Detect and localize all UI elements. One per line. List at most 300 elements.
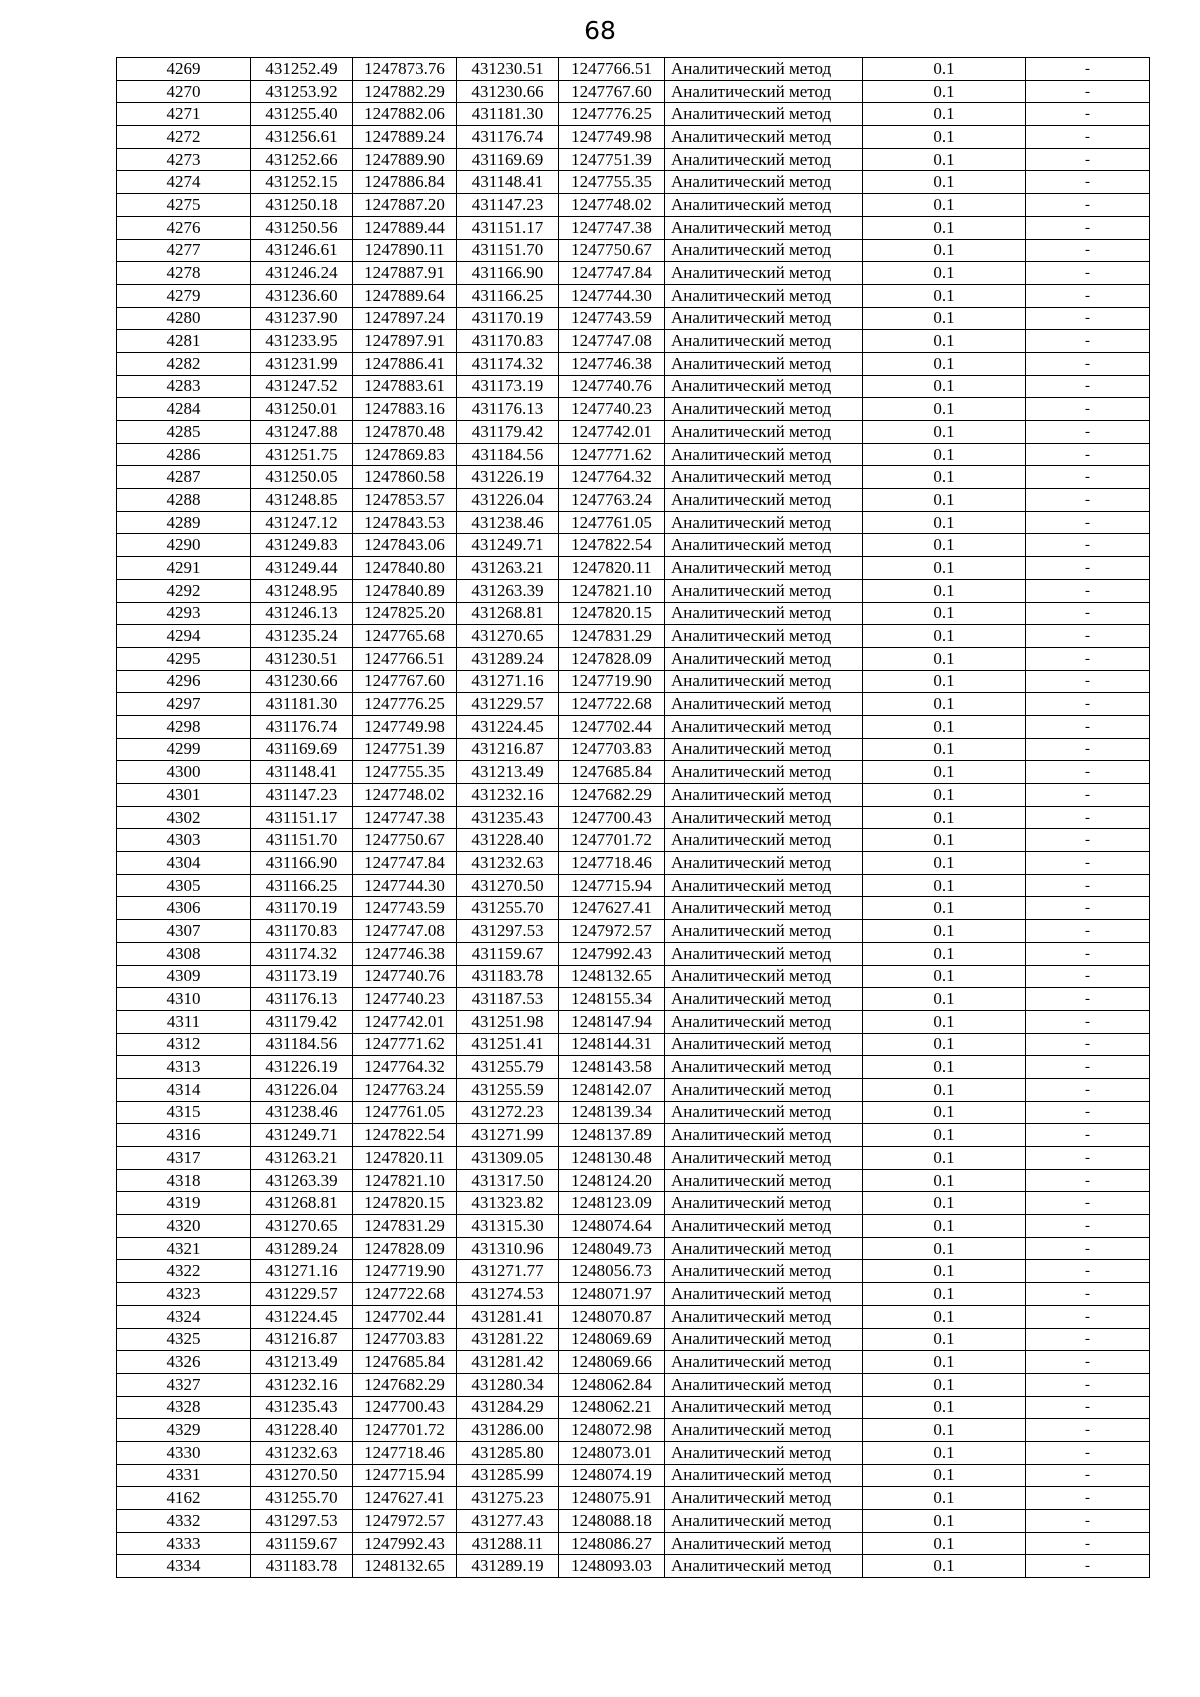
accuracy-value: 0.1 <box>863 1147 1026 1170</box>
y1-value: 1247748.02 <box>353 784 457 807</box>
y2-value: 1248142.07 <box>559 1078 665 1101</box>
note-cell: - <box>1026 1441 1150 1464</box>
method-cell: Аналитический метод <box>665 1419 863 1442</box>
x2-value: 431270.50 <box>457 874 559 897</box>
note-cell: - <box>1026 579 1150 602</box>
accuracy-value: 0.1 <box>863 670 1026 693</box>
y2-value: 1248075.91 <box>559 1487 665 1510</box>
note-cell: - <box>1026 1101 1150 1124</box>
x1-value: 431250.01 <box>251 398 353 421</box>
accuracy-value: 0.1 <box>863 307 1026 330</box>
x2-value: 431297.53 <box>457 920 559 943</box>
x1-value: 431249.44 <box>251 557 353 580</box>
accuracy-value: 0.1 <box>863 1328 1026 1351</box>
y2-value: 1247682.29 <box>559 784 665 807</box>
note-cell: - <box>1026 398 1150 421</box>
y2-value: 1247719.90 <box>559 670 665 693</box>
point-number: 4290 <box>117 534 251 557</box>
y2-value: 1247821.10 <box>559 579 665 602</box>
accuracy-value: 0.1 <box>863 715 1026 738</box>
x2-value: 431176.74 <box>457 126 559 149</box>
x1-value: 431159.67 <box>251 1532 353 1555</box>
table-row <box>117 715 1150 738</box>
y2-value: 1247742.01 <box>559 421 665 444</box>
method-cell: Аналитический метод <box>665 262 863 285</box>
x2-value: 431230.51 <box>457 58 559 81</box>
x1-value: 431263.21 <box>251 1147 353 1170</box>
y2-value: 1248070.87 <box>559 1305 665 1328</box>
accuracy-value: 0.1 <box>863 375 1026 398</box>
note-cell: - <box>1026 1487 1150 1510</box>
point-number: 4329 <box>117 1419 251 1442</box>
x2-value: 431179.42 <box>457 421 559 444</box>
x1-value: 431228.40 <box>251 1419 353 1442</box>
y1-value: 1247747.08 <box>353 920 457 943</box>
x2-value: 431272.23 <box>457 1101 559 1124</box>
note-cell: - <box>1026 647 1150 670</box>
x1-value: 431252.66 <box>251 148 353 171</box>
point-number: 4331 <box>117 1464 251 1487</box>
note-cell: - <box>1026 1510 1150 1533</box>
y2-value: 1247820.15 <box>559 602 665 625</box>
note-cell: - <box>1026 1419 1150 1442</box>
y2-value: 1248062.21 <box>559 1396 665 1419</box>
x1-value: 431236.60 <box>251 284 353 307</box>
point-number: 4296 <box>117 670 251 693</box>
method-cell: Аналитический метод <box>665 103 863 126</box>
x2-value: 431213.49 <box>457 761 559 784</box>
accuracy-value: 0.1 <box>863 557 1026 580</box>
x2-value: 431255.59 <box>457 1078 559 1101</box>
table-row <box>117 352 1150 375</box>
table-row <box>117 738 1150 761</box>
method-cell: Аналитический метод <box>665 1056 863 1079</box>
point-number: 4282 <box>117 352 251 375</box>
table-row <box>117 148 1150 171</box>
x2-value: 431268.81 <box>457 602 559 625</box>
y1-value: 1247751.39 <box>353 738 457 761</box>
y1-value: 1247890.11 <box>353 239 457 262</box>
point-number: 4319 <box>117 1192 251 1215</box>
accuracy-value: 0.1 <box>863 1192 1026 1215</box>
note-cell: - <box>1026 330 1150 353</box>
point-number: 4333 <box>117 1532 251 1555</box>
table-row <box>117 1305 1150 1328</box>
accuracy-value: 0.1 <box>863 784 1026 807</box>
y2-value: 1248123.09 <box>559 1192 665 1215</box>
x2-value: 431255.79 <box>457 1056 559 1079</box>
x1-value: 431166.90 <box>251 852 353 875</box>
x2-value: 431229.57 <box>457 693 559 716</box>
accuracy-value: 0.1 <box>863 239 1026 262</box>
point-number: 4274 <box>117 171 251 194</box>
accuracy-value: 0.1 <box>863 352 1026 375</box>
point-number: 4291 <box>117 557 251 580</box>
coordinates-table <box>116 57 1150 1578</box>
y2-value: 1247992.43 <box>559 942 665 965</box>
x2-value: 431263.21 <box>457 557 559 580</box>
y2-value: 1247747.38 <box>559 216 665 239</box>
point-number: 4273 <box>117 148 251 171</box>
accuracy-value: 0.1 <box>863 511 1026 534</box>
note-cell: - <box>1026 852 1150 875</box>
x2-value: 431224.45 <box>457 715 559 738</box>
accuracy-value: 0.1 <box>863 761 1026 784</box>
x2-value: 431284.29 <box>457 1396 559 1419</box>
x1-value: 431226.04 <box>251 1078 353 1101</box>
note-cell: - <box>1026 784 1150 807</box>
y1-value: 1247889.64 <box>353 284 457 307</box>
x1-value: 431173.19 <box>251 965 353 988</box>
method-cell: Аналитический метод <box>665 489 863 512</box>
x2-value: 431281.22 <box>457 1328 559 1351</box>
accuracy-value: 0.1 <box>863 1510 1026 1533</box>
table-row <box>117 761 1150 784</box>
table-row <box>117 1373 1150 1396</box>
y1-value: 1247873.76 <box>353 58 457 81</box>
accuracy-value: 0.1 <box>863 920 1026 943</box>
x1-value: 431251.75 <box>251 443 353 466</box>
table-row <box>117 284 1150 307</box>
accuracy-value: 0.1 <box>863 262 1026 285</box>
y1-value: 1247740.23 <box>353 988 457 1011</box>
y2-value: 1247831.29 <box>559 625 665 648</box>
point-number: 4289 <box>117 511 251 534</box>
note-cell: - <box>1026 806 1150 829</box>
point-number: 4326 <box>117 1351 251 1374</box>
x1-value: 431147.23 <box>251 784 353 807</box>
x1-value: 431151.70 <box>251 829 353 852</box>
x2-value: 431310.96 <box>457 1237 559 1260</box>
y1-value: 1247747.84 <box>353 852 457 875</box>
table-row <box>117 557 1150 580</box>
point-number: 4277 <box>117 239 251 262</box>
x2-value: 431286.00 <box>457 1419 559 1442</box>
x1-value: 431250.56 <box>251 216 353 239</box>
point-number: 4316 <box>117 1124 251 1147</box>
point-number: 4308 <box>117 942 251 965</box>
accuracy-value: 0.1 <box>863 806 1026 829</box>
accuracy-value: 0.1 <box>863 852 1026 875</box>
point-number: 4281 <box>117 330 251 353</box>
y2-value: 1248086.27 <box>559 1532 665 1555</box>
y2-value: 1247749.98 <box>559 126 665 149</box>
x1-value: 431247.88 <box>251 421 353 444</box>
method-cell: Аналитический метод <box>665 307 863 330</box>
x2-value: 431280.34 <box>457 1373 559 1396</box>
x1-value: 431297.53 <box>251 1510 353 1533</box>
note-cell: - <box>1026 920 1150 943</box>
method-cell: Аналитический метод <box>665 239 863 262</box>
x1-value: 431250.18 <box>251 194 353 217</box>
y1-value: 1247701.72 <box>353 1419 457 1442</box>
method-cell: Аналитический метод <box>665 670 863 693</box>
x2-value: 431216.87 <box>457 738 559 761</box>
note-cell: - <box>1026 103 1150 126</box>
method-cell: Аналитический метод <box>665 602 863 625</box>
table-row <box>117 1396 1150 1419</box>
note-cell: - <box>1026 80 1150 103</box>
y1-value: 1247886.41 <box>353 352 457 375</box>
table-row <box>117 262 1150 285</box>
y1-value: 1247897.91 <box>353 330 457 353</box>
y1-value: 1247887.20 <box>353 194 457 217</box>
y2-value: 1247715.94 <box>559 874 665 897</box>
table-row <box>117 852 1150 875</box>
y2-value: 1247685.84 <box>559 761 665 784</box>
x2-value: 431249.71 <box>457 534 559 557</box>
y2-value: 1248062.84 <box>559 1373 665 1396</box>
y1-value: 1247740.76 <box>353 965 457 988</box>
x2-value: 431289.19 <box>457 1555 559 1578</box>
x2-value: 431315.30 <box>457 1215 559 1238</box>
x2-value: 431289.24 <box>457 647 559 670</box>
y2-value: 1248071.97 <box>559 1283 665 1306</box>
method-cell: Аналитический метод <box>665 1010 863 1033</box>
y1-value: 1247750.67 <box>353 829 457 852</box>
method-cell: Аналитический метод <box>665 466 863 489</box>
y2-value: 1248069.66 <box>559 1351 665 1374</box>
y2-value: 1247700.43 <box>559 806 665 829</box>
accuracy-value: 0.1 <box>863 330 1026 353</box>
y1-value: 1247831.29 <box>353 1215 457 1238</box>
table-row <box>117 1101 1150 1124</box>
point-number: 4312 <box>117 1033 251 1056</box>
table-row <box>117 1010 1150 1033</box>
x2-value: 431251.41 <box>457 1033 559 1056</box>
x1-value: 431232.63 <box>251 1441 353 1464</box>
x1-value: 431252.15 <box>251 171 353 194</box>
note-cell: - <box>1026 625 1150 648</box>
x2-value: 431147.23 <box>457 194 559 217</box>
note-cell: - <box>1026 284 1150 307</box>
x2-value: 431285.99 <box>457 1464 559 1487</box>
method-cell: Аналитический метод <box>665 625 863 648</box>
table-row <box>117 421 1150 444</box>
method-cell: Аналитический метод <box>665 693 863 716</box>
method-cell: Аналитический метод <box>665 942 863 965</box>
note-cell: - <box>1026 126 1150 149</box>
point-number: 4275 <box>117 194 251 217</box>
y2-value: 1247703.83 <box>559 738 665 761</box>
x2-value: 431232.16 <box>457 784 559 807</box>
table-row <box>117 375 1150 398</box>
y1-value: 1247821.10 <box>353 1169 457 1192</box>
y2-value: 1247746.38 <box>559 352 665 375</box>
y1-value: 1247992.43 <box>353 1532 457 1555</box>
note-cell: - <box>1026 670 1150 693</box>
note-cell: - <box>1026 1237 1150 1260</box>
x1-value: 431256.61 <box>251 126 353 149</box>
table-row <box>117 1464 1150 1487</box>
method-cell: Аналитический метод <box>665 1373 863 1396</box>
note-cell: - <box>1026 1010 1150 1033</box>
note-cell: - <box>1026 1260 1150 1283</box>
method-cell: Аналитический метод <box>665 1124 863 1147</box>
table-row <box>117 670 1150 693</box>
y2-value: 1248093.03 <box>559 1555 665 1578</box>
y2-value: 1248056.73 <box>559 1260 665 1283</box>
y1-value: 1247766.51 <box>353 647 457 670</box>
x2-value: 431187.53 <box>457 988 559 1011</box>
point-number: 4286 <box>117 443 251 466</box>
point-number: 4330 <box>117 1441 251 1464</box>
y1-value: 1247897.24 <box>353 307 457 330</box>
x2-value: 431317.50 <box>457 1169 559 1192</box>
accuracy-value: 0.1 <box>863 965 1026 988</box>
accuracy-value: 0.1 <box>863 534 1026 557</box>
y2-value: 1248069.69 <box>559 1328 665 1351</box>
table-row <box>117 693 1150 716</box>
accuracy-value: 0.1 <box>863 443 1026 466</box>
accuracy-value: 0.1 <box>863 1056 1026 1079</box>
x2-value: 431169.69 <box>457 148 559 171</box>
x1-value: 431253.92 <box>251 80 353 103</box>
point-number: 4303 <box>117 829 251 852</box>
table-row <box>117 1419 1150 1442</box>
y1-value: 1247771.62 <box>353 1033 457 1056</box>
table-row <box>117 1555 1150 1578</box>
table-row <box>117 647 1150 670</box>
note-cell: - <box>1026 1192 1150 1215</box>
accuracy-value: 0.1 <box>863 126 1026 149</box>
accuracy-value: 0.1 <box>863 421 1026 444</box>
table-row <box>117 965 1150 988</box>
x1-value: 431250.05 <box>251 466 353 489</box>
point-number: 4321 <box>117 1237 251 1260</box>
method-cell: Аналитический метод <box>665 738 863 761</box>
table-row <box>117 194 1150 217</box>
y2-value: 1247750.67 <box>559 239 665 262</box>
method-cell: Аналитический метод <box>665 421 863 444</box>
point-number: 4307 <box>117 920 251 943</box>
accuracy-value: 0.1 <box>863 738 1026 761</box>
x1-value: 431246.24 <box>251 262 353 285</box>
y1-value: 1247883.61 <box>353 375 457 398</box>
method-cell: Аналитический метод <box>665 784 863 807</box>
method-cell: Аналитический метод <box>665 216 863 239</box>
accuracy-value: 0.1 <box>863 1532 1026 1555</box>
method-cell: Аналитический метод <box>665 1260 863 1283</box>
note-cell: - <box>1026 988 1150 1011</box>
x2-value: 431226.04 <box>457 489 559 512</box>
y1-value: 1247882.29 <box>353 80 457 103</box>
y1-value: 1247870.48 <box>353 421 457 444</box>
point-number: 4313 <box>117 1056 251 1079</box>
y1-value: 1247749.98 <box>353 715 457 738</box>
table-row <box>117 489 1150 512</box>
method-cell: Аналитический метод <box>665 1283 863 1306</box>
accuracy-value: 0.1 <box>863 1033 1026 1056</box>
note-cell: - <box>1026 534 1150 557</box>
method-cell: Аналитический метод <box>665 1215 863 1238</box>
x1-value: 431252.49 <box>251 58 353 81</box>
point-number: 4271 <box>117 103 251 126</box>
note-cell: - <box>1026 58 1150 81</box>
note-cell: - <box>1026 262 1150 285</box>
point-number: 4314 <box>117 1078 251 1101</box>
y2-value: 1248139.34 <box>559 1101 665 1124</box>
accuracy-value: 0.1 <box>863 489 1026 512</box>
method-cell: Аналитический метод <box>665 829 863 852</box>
y2-value: 1247776.25 <box>559 103 665 126</box>
table-row <box>117 806 1150 829</box>
x1-value: 431249.71 <box>251 1124 353 1147</box>
accuracy-value: 0.1 <box>863 1260 1026 1283</box>
method-cell: Аналитический метод <box>665 58 863 81</box>
y1-value: 1247747.38 <box>353 806 457 829</box>
accuracy-value: 0.1 <box>863 1010 1026 1033</box>
y1-value: 1247776.25 <box>353 693 457 716</box>
point-number: 4318 <box>117 1169 251 1192</box>
point-number: 4305 <box>117 874 251 897</box>
x1-value: 431268.81 <box>251 1192 353 1215</box>
accuracy-value: 0.1 <box>863 1419 1026 1442</box>
method-cell: Аналитический метод <box>665 148 863 171</box>
y2-value: 1248144.31 <box>559 1033 665 1056</box>
table-row <box>117 1033 1150 1056</box>
table-row <box>117 1237 1150 1260</box>
table-row <box>117 511 1150 534</box>
y1-value: 1247763.24 <box>353 1078 457 1101</box>
method-cell: Аналитический метод <box>665 1555 863 1578</box>
point-number: 4300 <box>117 761 251 784</box>
method-cell: Аналитический метод <box>665 874 863 897</box>
note-cell: - <box>1026 1305 1150 1328</box>
y2-value: 1247747.08 <box>559 330 665 353</box>
note-cell: - <box>1026 557 1150 580</box>
x1-value: 431148.41 <box>251 761 353 784</box>
y2-value: 1247748.02 <box>559 194 665 217</box>
method-cell: Аналитический метод <box>665 1147 863 1170</box>
table-row <box>117 171 1150 194</box>
point-number: 4301 <box>117 784 251 807</box>
method-cell: Аналитический метод <box>665 80 863 103</box>
table-row <box>117 897 1150 920</box>
method-cell: Аналитический метод <box>665 647 863 670</box>
point-number: 4287 <box>117 466 251 489</box>
method-cell: Аналитический метод <box>665 1033 863 1056</box>
method-cell: Аналитический метод <box>665 375 863 398</box>
y2-value: 1248072.98 <box>559 1419 665 1442</box>
y1-value: 1247755.35 <box>353 761 457 784</box>
accuracy-value: 0.1 <box>863 874 1026 897</box>
x2-value: 431176.13 <box>457 398 559 421</box>
x1-value: 431174.32 <box>251 942 353 965</box>
x2-value: 431166.25 <box>457 284 559 307</box>
y2-value: 1247627.41 <box>559 897 665 920</box>
x2-value: 431271.16 <box>457 670 559 693</box>
accuracy-value: 0.1 <box>863 1396 1026 1419</box>
y1-value: 1247822.54 <box>353 1124 457 1147</box>
x1-value: 431170.83 <box>251 920 353 943</box>
method-cell: Аналитический метод <box>665 1396 863 1419</box>
y1-value: 1247722.68 <box>353 1283 457 1306</box>
x1-value: 431176.13 <box>251 988 353 1011</box>
point-number: 4294 <box>117 625 251 648</box>
y1-value: 1248132.65 <box>353 1555 457 1578</box>
note-cell: - <box>1026 443 1150 466</box>
table-row <box>117 1124 1150 1147</box>
method-cell: Аналитический метод <box>665 171 863 194</box>
accuracy-value: 0.1 <box>863 829 1026 852</box>
x2-value: 431251.98 <box>457 1010 559 1033</box>
y1-value: 1247702.44 <box>353 1305 457 1328</box>
table-row <box>117 1215 1150 1238</box>
method-cell: Аналитический метод <box>665 852 863 875</box>
x1-value: 431231.99 <box>251 352 353 375</box>
table-row <box>117 1078 1150 1101</box>
